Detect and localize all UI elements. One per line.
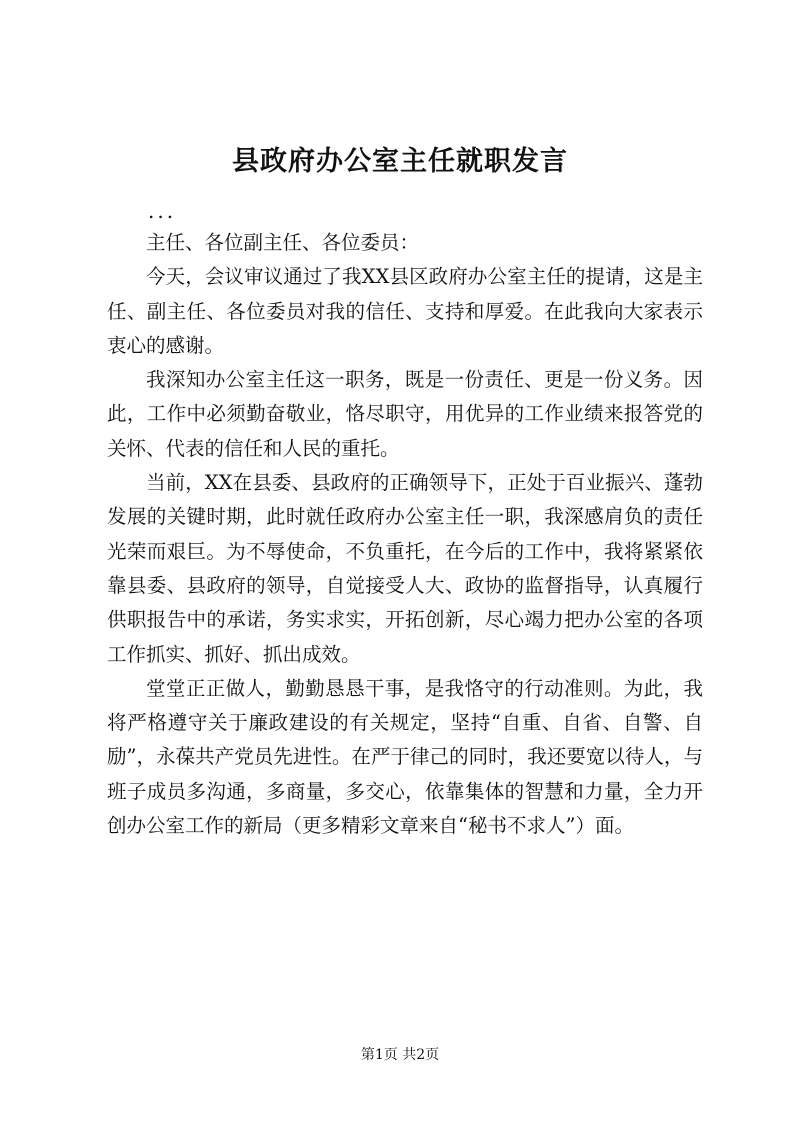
paragraph-2: 我深知办公室主任这一职务，既是一份责任、更是一份义务。因此，工作中必须勤奋敬业，恪尽职守，用优异的工作业绩来报答党的关怀、代表的信任和人民的重托。 [107, 368, 703, 460]
document-body [107, 226, 703, 843]
omission-marker: ... [148, 199, 177, 223]
paragraph-3: 当前，XX在县委、县政府的正确领导下，正处于百业振兴、蓬勃发展的关键时期，此时就任政府办公室主任一职，我深感肩负的责任光荣而艰巨。为不辱使命，不负重托，在今后的工作中，我将紧紧依靠县委、县政府的领导，自觉接受人大、政协的监督指导，认真履行供职报告中的承诺，务实求实，开拓创新，尽心竭力把办公室的各项工作抓实、抓好、抓出成效。 [107, 471, 703, 666]
paragraph-1: 今天，会议审议通过了我XX县区政府办公室主任的提请，这是主任、副主任、各位委员对我的信任、支持和厚爱。在此我向大家表示衷心的感谢。 [107, 265, 703, 357]
paragraph-4: 堂堂正正做人，勤勤恳恳干事，是我恪守的行动准则。为此，我将严格遵守关于廉政建设的有关规定，坚持“自重、自省、自警、自励”，永葆共产党员先进性。在严于律己的同时，我还要宽以待人，与班子成员多沟通，多商量，多交心，依靠集体的智慧和力量，全力开创办公室工作的新局（更多精彩文章来自“秘书不求人”）面。 [107, 676, 703, 838]
salutation: 主任、各位副主任、各位委员： [146, 231, 420, 254]
page-number-footer: 第1页 共2页 [360, 1047, 440, 1063]
document-title: 县政府办公室主任就职发言 [232, 146, 568, 177]
